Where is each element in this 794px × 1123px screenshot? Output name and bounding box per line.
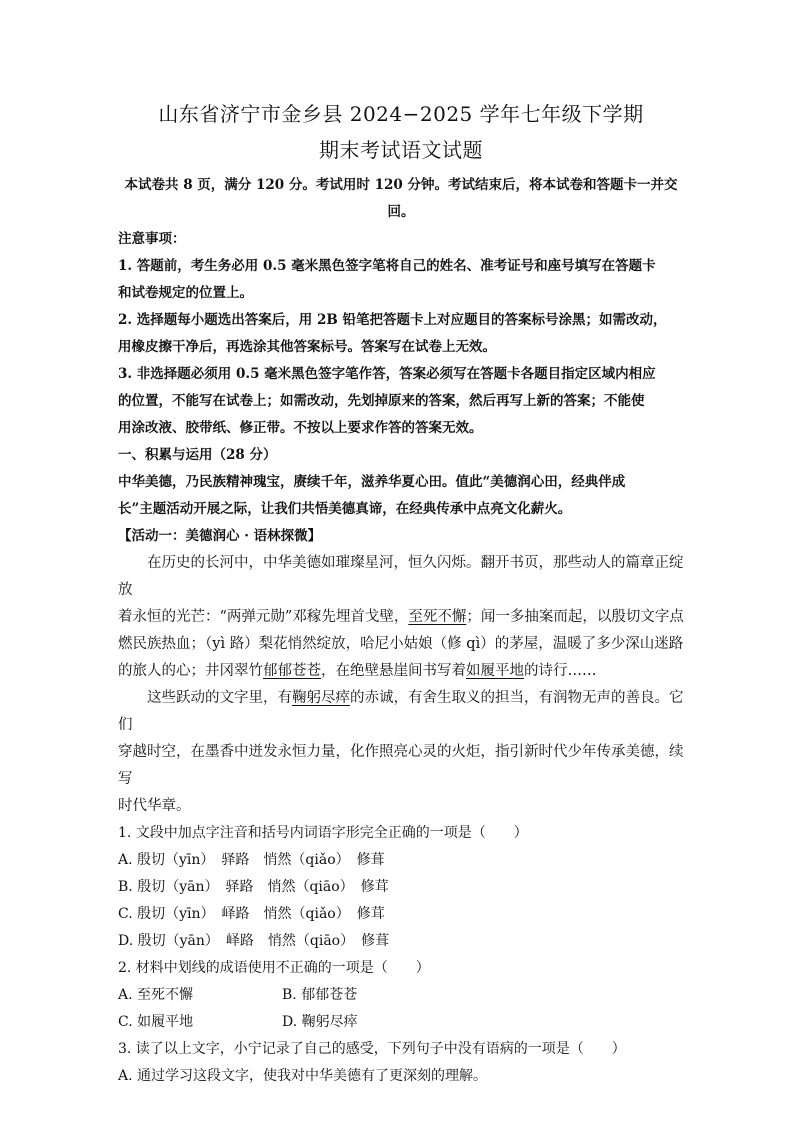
- passage-line: 穿越时空，在墨香中迸发永恒力量，化作照亮心灵的火炬，指引新时代少年传承美德，续写: [118, 744, 684, 787]
- passage-text: 的诗行……: [524, 663, 597, 679]
- activity-heading: 【活动一：美德润心 · 语林探微】: [118, 528, 322, 544]
- passage-line: 时代华章。: [118, 798, 191, 814]
- answer-option-a: A. 至死不懈: [118, 987, 194, 1003]
- answer-option-d: D. 殷切（yān） 峄路 悄然（qiāo） 修葺: [118, 933, 390, 949]
- passage-text: ；闻一多抽案而起，以殷切文字点: [466, 609, 684, 625]
- section-lead: 中华美德，乃民族精神瑰宝，赓续千年，滋养华夏心田。值此“美德润心田，经典伴成: [118, 474, 626, 490]
- option-row: [118, 1009, 684, 1036]
- notice-item: 的位置，不能写在试卷上；如需改动，先划掉原来的答案，然后再写上新的答案；不能使: [118, 393, 645, 409]
- notice-item: 2. 选择题每小题选出答案后，用 2B 铅笔把答题卡上对应题目的答案标号涂黑；如需改动，: [118, 312, 667, 328]
- answer-option-d: D. 鞠躬尽瘁: [282, 1014, 358, 1030]
- intro-line: 本试卷共 8 页，满分 120 分。考试用时 120 分钟。考试结束后，将本试卷和答题卡一并交: [124, 177, 678, 193]
- passage-line: [118, 604, 684, 631]
- underlined-idiom: 如履平地: [466, 663, 524, 679]
- answer-option-c: C. 如履平地: [118, 1014, 194, 1030]
- notice-heading: 注意事项：: [118, 231, 186, 247]
- question-stem: 3. 读了以上文字，小宁记录了自己的感受，下列句子中没有语病的一项是（ ）: [118, 1041, 626, 1057]
- page-title: 山东省济宁市金乡县 2024−2025 学年七年级下学期: [158, 102, 644, 126]
- notice-item: 1. 答题前，考生务必用 0.5 毫米黑色签字笔将自己的姓名、准考证号和座号填写在答题卡: [118, 258, 656, 274]
- answer-option-b: B. 郁郁苍苍: [282, 987, 358, 1003]
- question-1: [118, 820, 684, 955]
- section-one: [118, 442, 684, 550]
- section-heading: 一、积累与运用（28 分）: [118, 447, 277, 463]
- passage-text: 这些跃动的文字里，有: [147, 690, 292, 706]
- passage-line: [118, 658, 684, 685]
- passage-line: [118, 685, 684, 739]
- notice-block: [118, 226, 684, 442]
- exam-page: [118, 96, 684, 1090]
- passage-line: 在历史的长河中，中华美德如璀璨星河，恒久闪烁。翻开书页，那些动人的篇章正绽放: [118, 555, 684, 598]
- answer-option-b: B. 殷切（yān） 驿路 悄然（qiāo） 修茸: [118, 879, 389, 895]
- passage-text: 着永恒的光芒：“两弹元勋”邓稼先埋首戈壁，: [118, 609, 409, 625]
- passage-text: 的赤诚，有舍生取义的担当，有润物无声的善良。它们: [118, 690, 684, 733]
- answer-option-a: A. 殷切（yīn） 驿路 悄然（qiǎo） 修葺: [118, 852, 385, 868]
- passage-text: 的旅人的心；井冈翠竹: [118, 663, 263, 679]
- question-3: [118, 1036, 684, 1090]
- notice-item: 用涂改液、胶带纸、修正带。不按以上要求作答的答案无效。: [118, 420, 483, 436]
- notice-item: 和试卷规定的位置上。: [118, 285, 253, 301]
- notice-item: 用橡皮擦干净后，再选涂其他答案标号。答案写在试卷上无效。: [118, 339, 496, 355]
- exam-intro: [118, 172, 684, 226]
- notice-item: 3. 非选择题必须用 0.5 毫米黑色签字笔作答，答案必须写在答题卡各题目指定区域内相应: [118, 366, 656, 382]
- reading-passage: [118, 550, 684, 820]
- underlined-idiom: 鞠躬尽瘁: [292, 690, 350, 706]
- question-stem: 1. 文段中加点字注音和括号内词语字形完全正确的一项是（ ）: [118, 825, 528, 841]
- underlined-idiom: 至死不懈: [408, 609, 467, 625]
- passage-line: 燃民族热血；（yì 路）梨花悄然绽放，哈尼小姑娘（修 qì）的茅屋，温暖了多少深山迷路: [118, 636, 684, 652]
- question-2: [118, 955, 684, 1036]
- intro-line: 回。: [387, 204, 415, 220]
- section-lead: 长”主题活动开展之际，让我们共悟美德真谛，在经典传承中点亮文化薪火。: [118, 501, 572, 517]
- underlined-idiom: 郁郁苍苍: [263, 663, 321, 679]
- answer-option-c: C. 殷切（yīn） 峄路 悄然（qiǎo） 修茸: [118, 906, 385, 922]
- passage-text: ，在绝壁悬崖间书写着: [321, 663, 466, 679]
- option-row: [118, 982, 684, 1009]
- question-stem: 2. 材料中划线的成语使用不正确的一项是（ ）: [118, 960, 430, 976]
- answer-option-a: A. 通过学习这段文字，使我对中华美德有了更深刻的理解。: [118, 1068, 488, 1084]
- page-subtitle: 期末考试语文试题: [319, 138, 483, 162]
